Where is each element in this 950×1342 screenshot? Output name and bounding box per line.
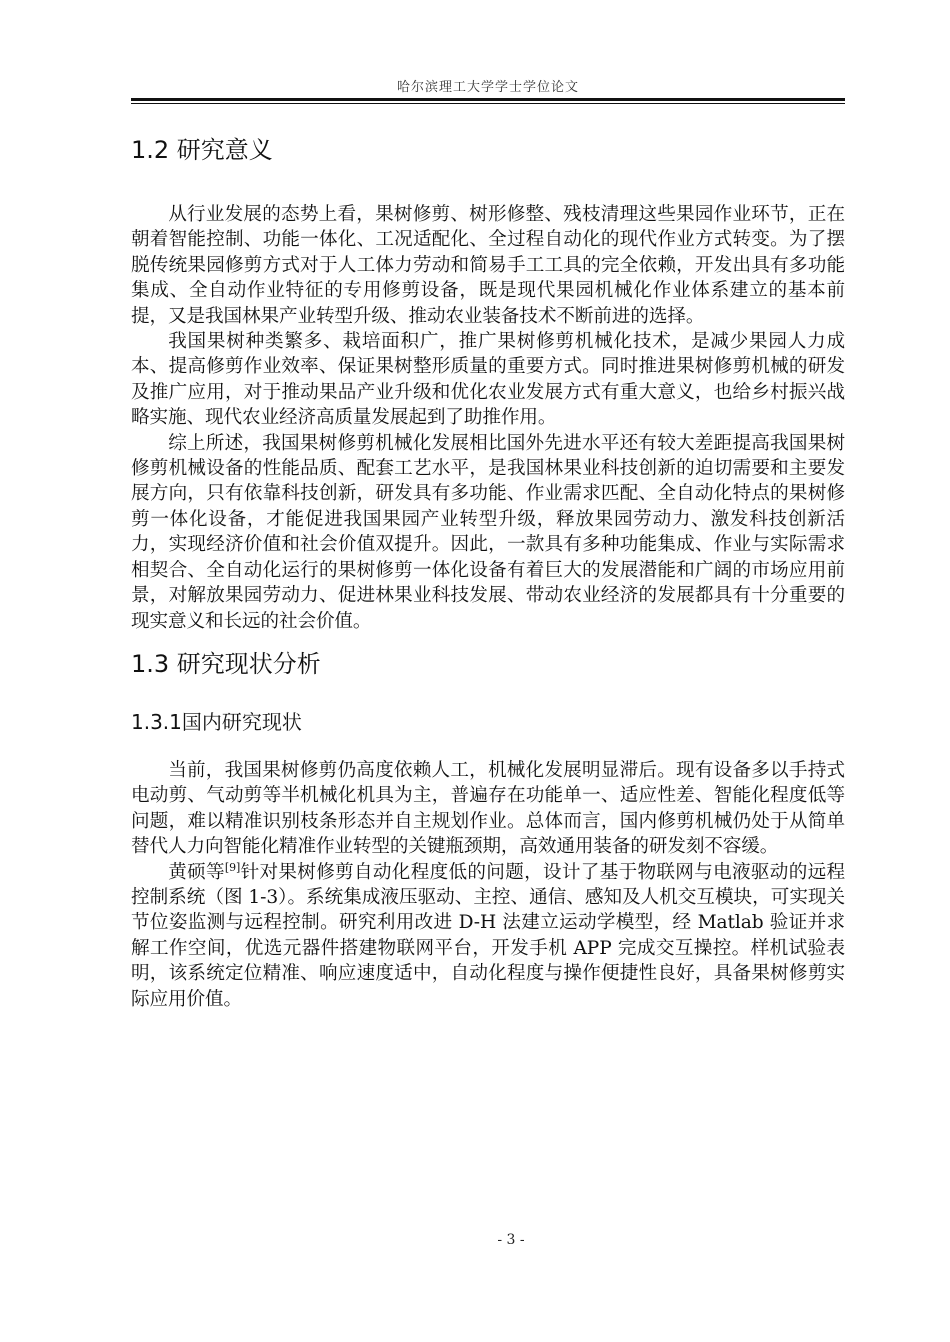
citation-ref[interactable]: [9] bbox=[224, 860, 241, 874]
running-header: 哈尔滨理工大学学士学位论文 bbox=[396, 80, 579, 95]
header-rule bbox=[131, 98, 845, 101]
paragraph bbox=[131, 860, 845, 1012]
page-body bbox=[131, 128, 845, 1012]
paragraph: 综上所述，我国果树修剪机械化发展相比国外先进水平还有较大差距提高我国果树修剪机械设备的性能品质、配套工艺水平，是我国林果业科技创新的迫切需要和主要发展方向，只有依靠科技创新，研发具有多功能、作业需求匹配、全自动化特点的果树修剪一体化设备，才能促进我国果园产业转型升级，释放果园劳动力、激发科技创新活力，实现经济价值和社会价值双提升。因此，一款具有多种功能集成、作业与实际需求相契合、全自动化运行的果树修剪一体化设备有着巨大的发展潜能和广阔的市场应用前景，对解放果园劳动力、促进林果业科技发展、带动农业经济的发展都具有十分重要的现实意义和长远的社会价值。 bbox=[131, 432, 845, 632]
subsection-heading-1-3-1: 1.3.1国内研究现状 bbox=[131, 709, 302, 734]
paragraph: 从行业发展的态势上看，果树修剪、树形修整、残枝清理这些果园作业环节，正在朝着智能控制、功能一体化、工况适配化、全过程自动化的现代作业方式转变。为了摆脱传统果园修剪方式对于人工体力劳动和简易手工工具的完全依赖，开发出具有多功能集成、全自动作业特征的专用修剪设备，既是现代果园机械化作业体系建立的基本前提，又是我国林果产业转型升级、推动农业装备技术不断前进的选择。 bbox=[131, 204, 845, 327]
section-heading-1-3: 1.3 研究现状分析 bbox=[131, 649, 321, 678]
header-rule-thin bbox=[131, 103, 845, 104]
paragraph: 我国果树种类繁多、栽培面积广，推广果树修剪机械化技术，是减少果园人力成本、提高修剪作业效率、保证果树整形质量的重要方式。同时推进果树修剪机械的研发及推广应用，对于推动果品产业升级和优化农业发展方式有重大意义，也给乡村振兴战略实施、现代农业经济高质量发展起到了助推作用。 bbox=[131, 331, 845, 429]
section-heading-1-2: 1.2 研究意义 bbox=[131, 136, 273, 164]
page-number: - 3 - bbox=[497, 1232, 525, 1248]
paragraph-lead: 黄硕等 bbox=[168, 861, 225, 883]
paragraph-rest: 针对果树修剪自动化程度低的问题，设计了基于物联网与电液驱动的远程控制系统（图 1-3）。系统集成液压驱动、主控、通信、感知及人机交互模块，可实现关节位姿监测与远程控制。研究利用改进 D-H 法建立运动学模型，经 Matlab 验证并求解工作空间，优选元器件搭建物联网平台，开发手机 APP 完成交互操控。样机试验表明，该系统定位精准、响应速度适中，自动化程度与操作便捷性良好，具备果树修剪实际应用价值。 bbox=[131, 861, 845, 1010]
paragraph: 当前，我国果树修剪仍高度依赖人工，机械化发展明显滞后。现有设备多以手持式电动剪、气动剪等半机械化机具为主，普遍存在功能单一、适应性差、智能化程度低等问题，难以精准识别枝条形态并自主规划作业。总体而言，国内修剪机械仍处于从简单替代人力向智能化精准作业转型的关键瓶颈期，高效通用装备的研发刻不容缓。 bbox=[131, 759, 845, 858]
